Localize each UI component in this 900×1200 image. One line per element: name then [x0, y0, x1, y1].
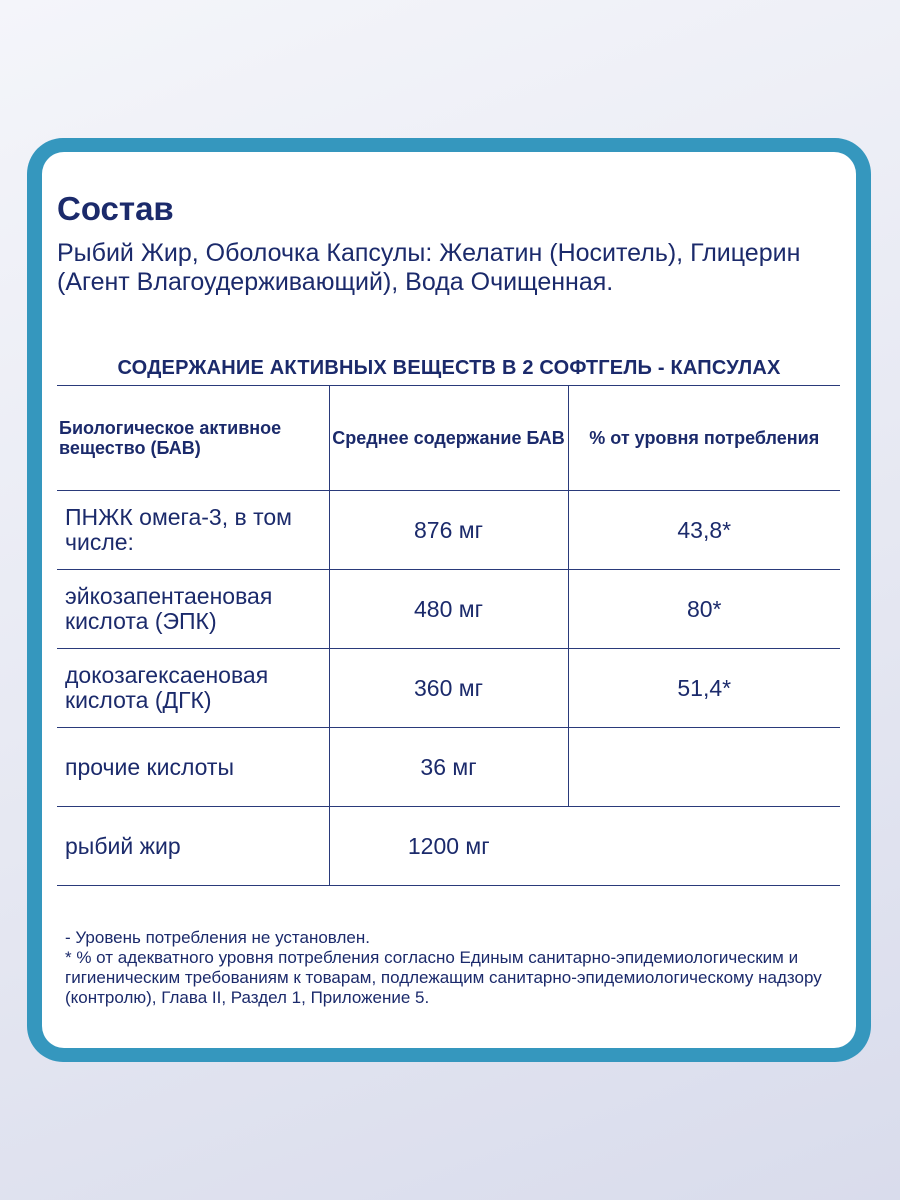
percent-cell	[568, 728, 840, 807]
substance-cell: эйкозапентаеновая кислота (ЭПК)	[57, 570, 329, 649]
table-header-row	[57, 386, 840, 491]
card-frame	[27, 138, 871, 1062]
footnotes	[65, 928, 835, 1008]
amount-cell: 360 мг	[329, 649, 568, 728]
amount-cell: 1200 мг	[329, 807, 568, 886]
amount-cell: 36 мг	[329, 728, 568, 807]
substance-cell: ПНЖК омега-3, в том числе:	[57, 491, 329, 570]
footnote-dash: - Уровень потребления не установлен.	[65, 928, 370, 947]
substance-cell: рыбий жир	[57, 807, 329, 886]
percent-cell: 80*	[568, 570, 840, 649]
table-row	[57, 570, 840, 649]
card-title: Состав	[57, 190, 174, 227]
table-row	[57, 491, 840, 570]
table-row	[57, 728, 840, 807]
composition-text: Рыбий Жир, Оболочка Капсулы: Желатин (Носитель), Глицерин (Агент Влагоудерживающий), Вода Очищенная.	[57, 239, 801, 296]
substance-cell: докозагексаеновая кислота (ДГК)	[57, 649, 329, 728]
amount-cell: 876 мг	[329, 491, 568, 570]
percent-cell: 43,8*	[568, 491, 840, 570]
table-row	[57, 807, 840, 886]
percent-cell	[568, 807, 840, 886]
column-header-amount: Среднее содержание БАВ	[329, 386, 568, 491]
column-header-substance: Биологическое активное вещество (БАВ)	[57, 386, 329, 491]
nutrient-table	[57, 385, 840, 886]
percent-cell: 51,4*	[568, 649, 840, 728]
amount-cell: 480 мг	[329, 570, 568, 649]
footnote-asterisk: * % от адекватного уровня потребления согласно Единым санитарно-эпидемиологическим и гигиеническим требованиям к товарам, подлежащим санитарно-эпидемиологическому надзору (контролю), Глава II, Раздел 1, Приложение 5.	[65, 948, 822, 1007]
column-header-percent: % от уровня потребления	[568, 386, 840, 491]
table-row	[57, 649, 840, 728]
composition-card	[42, 152, 856, 1048]
substance-cell: прочие кислоты	[57, 728, 329, 807]
table-heading: СОДЕРЖАНИЕ АКТИВНЫХ ВЕЩЕСТВ В 2 СОФТГЕЛЬ - КАПСУЛАХ	[117, 357, 781, 379]
